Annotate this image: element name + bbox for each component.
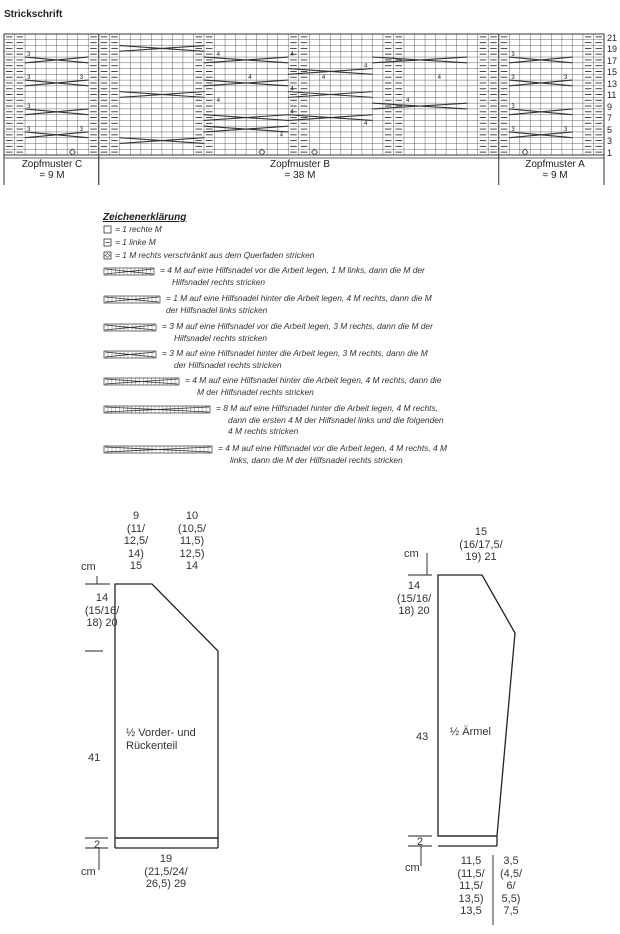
cable-number: 4 xyxy=(290,86,294,93)
cable-5-symbol xyxy=(104,268,154,275)
row-number: 13 xyxy=(607,78,618,89)
section-c-count: = 9 M xyxy=(39,170,65,181)
cable-number: 4 xyxy=(279,132,284,139)
cable-12b-symbol xyxy=(104,446,212,453)
cable-number: 4 xyxy=(216,52,220,59)
body-length: 41 xyxy=(88,752,101,764)
cable-number: 3 xyxy=(27,52,31,59)
cable-number: 4 xyxy=(437,75,442,82)
row-number: 1 xyxy=(607,147,613,158)
sleeve-piece-name: ½ Ärmel xyxy=(450,726,491,738)
cable-number: 3 xyxy=(511,52,515,59)
cable-number: 3 xyxy=(511,103,515,110)
legend-cable-4: = 3 M auf eine Hilfsnadel hinter die Arbeit legen, 3 M rechts, dann die M der Hilfsnadel rechts stricken xyxy=(162,348,428,370)
section-a xyxy=(505,159,605,181)
cable-number: 3 xyxy=(564,75,568,82)
cable-number: 3 xyxy=(27,103,31,110)
row-number: 19 xyxy=(607,44,618,55)
sleeve-cap-depth: 14 (15/16/ 18) 20 xyxy=(396,580,432,617)
section-b-name: Zopfmuster B xyxy=(269,159,331,170)
cable-number: 4 xyxy=(290,52,294,59)
legend-cable-5: = 4 M auf eine Hilfsnadel hinter die Arbeit legen, 4 M rechts, dann die M der Hilfsnadel rechts stricken xyxy=(185,375,442,397)
legend-heading: Zeichenerklärung xyxy=(103,212,187,223)
row-number: 7 xyxy=(607,113,613,124)
section-b-count: = 38 M xyxy=(284,170,316,181)
legend-cable-7: = 4 M auf eine Hilfsnadel vor die Arbeit legen, 4 M rechts, 4 M links, dann die M der Hilfsnadel rechts stricken xyxy=(218,443,447,465)
legend-twisted: = 1 M rechts verschränkt aus dem Querfaden stricken xyxy=(115,250,315,260)
row-number: 17 xyxy=(607,55,618,66)
section-b xyxy=(250,159,350,181)
cm-label-bottom: cm xyxy=(81,866,96,878)
sleeve-increase: 3,5 (4,5/ 6/ 5,5) 7,5 xyxy=(499,855,522,917)
shoulder-width: 9 (11/ 12,5/ 14) 15 xyxy=(123,510,149,572)
cable-number: 3 xyxy=(27,75,31,82)
body-outline xyxy=(115,584,218,838)
cable-number: 3 xyxy=(79,75,84,82)
row-number: 21 xyxy=(607,33,618,43)
row-number: 11 xyxy=(607,90,617,101)
row-number: 5 xyxy=(607,124,613,135)
cable-number: 3 xyxy=(511,126,515,133)
neck-width: 10 (10,5/ 11,5) 12,5) 14 xyxy=(177,510,207,572)
legend-cable-3: = 3 M auf eine Hilfsnadel vor die Arbeit legen, 3 M rechts, dann die M der Hilfsnadel rechts stricken xyxy=(162,321,433,343)
sleeve-cm-bottom: cm xyxy=(405,862,420,874)
legend-cable-1: = 4 M auf eine Hilfsnadel vor die Arbeit legen, 1 M links, dann die M der Hilfsnadel rechts stricken xyxy=(160,265,425,287)
legend-purl: = 1 linke M xyxy=(115,237,156,247)
row-number: 15 xyxy=(607,67,618,78)
section-a-name: Zopfmuster A xyxy=(525,159,585,170)
sleeve-top-width: 15 (16/17,5/ 19) 21 xyxy=(459,526,503,563)
section-a-count: = 9 M xyxy=(542,170,568,181)
cable-number: 3 xyxy=(564,126,568,133)
legend-cable-2: = 1 M auf eine Hilfsnadel hinter die Arbeit legen, 4 M rechts, dann die M der Hilfsnadel links stricken xyxy=(166,293,432,315)
sleeve-length: 43 xyxy=(416,731,429,743)
row-number: 3 xyxy=(607,136,613,147)
purl-symbol xyxy=(104,239,111,246)
knit-symbol xyxy=(104,226,111,233)
section-c-name: Zopfmuster C xyxy=(21,159,83,170)
cable-5b-symbol xyxy=(104,296,160,303)
legend-knit: = 1 rechte M xyxy=(115,224,162,234)
twisted-increase-symbol xyxy=(104,252,111,259)
cable-number: 3 xyxy=(511,75,515,82)
armhole-depth: 14 (15/16/ 18) 20 xyxy=(84,592,120,629)
body-hem: 2 xyxy=(94,839,101,851)
cable-number: 3 xyxy=(79,126,84,133)
chart-title: Strickschrift xyxy=(4,9,63,20)
cable-number: 4 xyxy=(290,109,294,116)
cable-12-symbol xyxy=(104,406,210,413)
cable-6-back-symbol xyxy=(104,351,156,358)
cable-number: 4 xyxy=(364,121,368,128)
cable-number: 4 xyxy=(321,75,326,82)
body-piece-name: ½ Vorder- und Rückenteil xyxy=(126,727,196,752)
sleeve-cm-top: cm xyxy=(404,548,419,560)
row-number: 9 xyxy=(607,101,613,112)
cable-number: 3 xyxy=(27,126,31,133)
cable-number: 4 xyxy=(216,98,220,105)
cable-6-front-symbol xyxy=(104,324,156,331)
cable-number: 4 xyxy=(248,75,252,82)
sleeve-cuff-width: 11,5 (11,5/ 11,5/ 13,5) 13,5 xyxy=(457,855,485,917)
section-c xyxy=(4,159,100,181)
cable-8-back-symbol xyxy=(104,378,179,385)
legend-cable-6: = 8 M auf eine Hilfsnadel hinter die Arbeit legen, 4 M rechts, dann die ersten 4 M der Hilfsnadel links und die folgenden 4 M rechts stricken xyxy=(216,403,444,436)
sleeve-hem: 2 xyxy=(417,836,424,848)
cable-number: 4 xyxy=(406,98,410,105)
sleeve-outline xyxy=(438,575,515,836)
cable-number: 4 xyxy=(364,63,368,70)
body-width: 19 (21,5/24/ 26,5) 29 xyxy=(144,853,188,890)
cm-label-top: cm xyxy=(81,561,96,573)
